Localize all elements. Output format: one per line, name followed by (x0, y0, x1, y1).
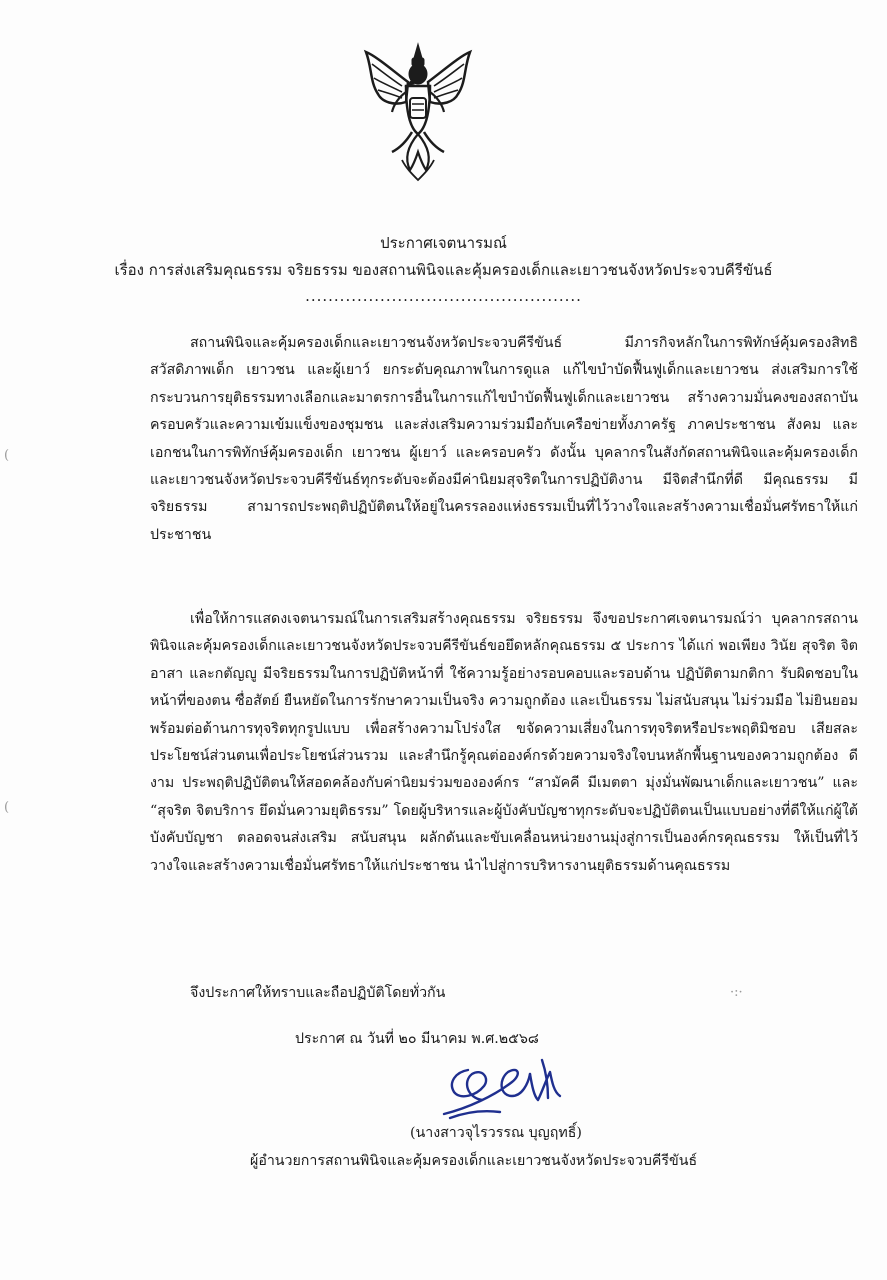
signatory-position: ผู้อำนวยการสถานพินิจและคุ้มครองเด็กและเยาวชนจังหวัดประจวบคีรีขันธ์ (250, 1153, 698, 1169)
body-paragraph-1 (150, 330, 858, 549)
scan-mark: ( (4, 448, 10, 463)
scan-mark: ( (4, 800, 10, 815)
signatory-name: (นางสาวจุไรวรรณ บุญฤทธิ์) (410, 1125, 582, 1141)
title-divider: ................................................ (305, 287, 582, 305)
handwritten-signature (438, 1052, 573, 1127)
scan-mark: ·:· (730, 985, 743, 1000)
announcement-date: ประกาศ ณ วันที่ ๒๐ มีนาคม พ.ศ.๒๕๖๘ (295, 1031, 539, 1047)
body-paragraph-2-text: เพื่อให้การแสดงเจตนารมณ์ในการเสริมสร้างคุณธรรม จริยธรรม จึงขอประกาศเจตนารมณ์ว่า บุคลากรสถานพินิจและคุ้มครองเด็กและเยาวชนจังหวัดประจวบคีรีขันธ์ขอยึดหลักคุณธรรม ๕ ประการ ได้แก่ พอเพียง วินัย สุจริต จิตอาสา และกตัญญู มีจริยธรรมในการปฏิบัติหน้าที่ ใช้ความรู้อย่างรอบคอบและรอบด้าน ปฏิบัติตามกติกา รับผิดชอบในหน้าที่ของตน ซื่อสัตย์ ยืนหยัดในการรักษาความเป็นจริง ความถูกต้อง และเป็นธรรม ไม่สนับสนุน ไม่ร่วมมือ ไม่ยินยอม พร้อมต่อต้านการทุจริตทุกรูปแบบ เพื่อสร้างความโปร่งใส ขจัดความเสี่ยงในการทุจริตหรือประพฤติมิชอบ เสียสละประโยชน์ส่วนตนเพื่อประโยชน์ส่วนรวม และสำนึกรู้คุณต่อองค์กรด้วยความจริงใจบนหลักพื้นฐานของความถูกต้อง ดีงาม ประพฤติปฏิบัติตนให้สอดคล้องกับค่านิยมร่วมขององค์กร “สามัคคี มีเมตตา มุ่งมั่นพัฒนาเด็กและเยาวชน” และ “สุจริต จิตบริการ ยึดมั่นความยุติธรรม” โดยผู้บริหารและผู้บังคับบัญชาทุกระดับจะปฏิบัติตนเป็นแบบอย่างที่ดีให้แก่ผู้ใต้บังคับบัญชา ตลอดจนส่งเสริม สนับสนุน ผลักดันและขับเคลื่อนหน่วยงานมุ่งสู่การเป็นองค์กรคุณธรรม ให้เป็นที่ไว้วางใจและสร้างความเชื่อมั่นศรัทธาให้แก่ประชาชน นำไปสู่การบริหารงานยุติธรรมด้านคุณธรรม (150, 611, 858, 874)
body-paragraph-1-text: สถานพินิจและคุ้มครองเด็กและเยาวชนจังหวัดประจวบคีรีขันธ์ มีภารกิจหลักในการพิทักษ์คุ้มครองสิทธิ สวัสดิภาพเด็ก เยาวชน และผู้เยาว์ ยกระดับคุณภาพในการดูแล แก้ไขบำบัดฟื้นฟูเด็กและเยาวชน ส่งเสริมการใช้กระบวนการยุติธรรมทางเลือกและมาตรการอื่นในการแก้ไขบำบัดฟื้นฟูเด็กและเยาวชน สร้างความมั่นคงของสถาบันครอบครัวและความเข้มแข็งของชุมชน และส่งเสริมความร่วมมือกับเครือข่ายทั้งภาครัฐ ภาคประชาชน สังคม และเอกชนในการพิทักษ์คุ้มครองเด็ก เยาวชน ผู้เยาว์ และครอบครัว ดังนั้น บุคลากรในสังกัดสถานพินิจและคุ้มครองเด็กและเยาวชนจังหวัดประจวบคีรีขันธ์ทุกระดับจะต้องมีค่านิยมสุจริตในการปฏิบัติงาน มีจิตสำนึกที่ดี มีคุณธรรม มีจริยธรรม สามารถประพฤติปฏิบัติตนให้อยู่ในครรลองแห่งธรรมเป็นที่ไว้วางใจและสร้างความเชื่อมั่นศรัทธาให้แก่ประชาชน (150, 335, 858, 543)
garuda-emblem (362, 42, 474, 182)
document-title: ประกาศเจตนารมณ์ (380, 234, 507, 252)
document-subject: เรื่อง การส่งเสริมคุณธรรม จริยธรรม ของสถานพินิจและคุ้มครองเด็กและเยาวชนจังหวัดประจวบคีรีขันธ์ (114, 261, 773, 279)
body-paragraph-2 (150, 606, 858, 880)
closing-announcement: จึงประกาศให้ทราบและถือปฏิบัติโดยทั่วกัน (190, 985, 446, 1001)
